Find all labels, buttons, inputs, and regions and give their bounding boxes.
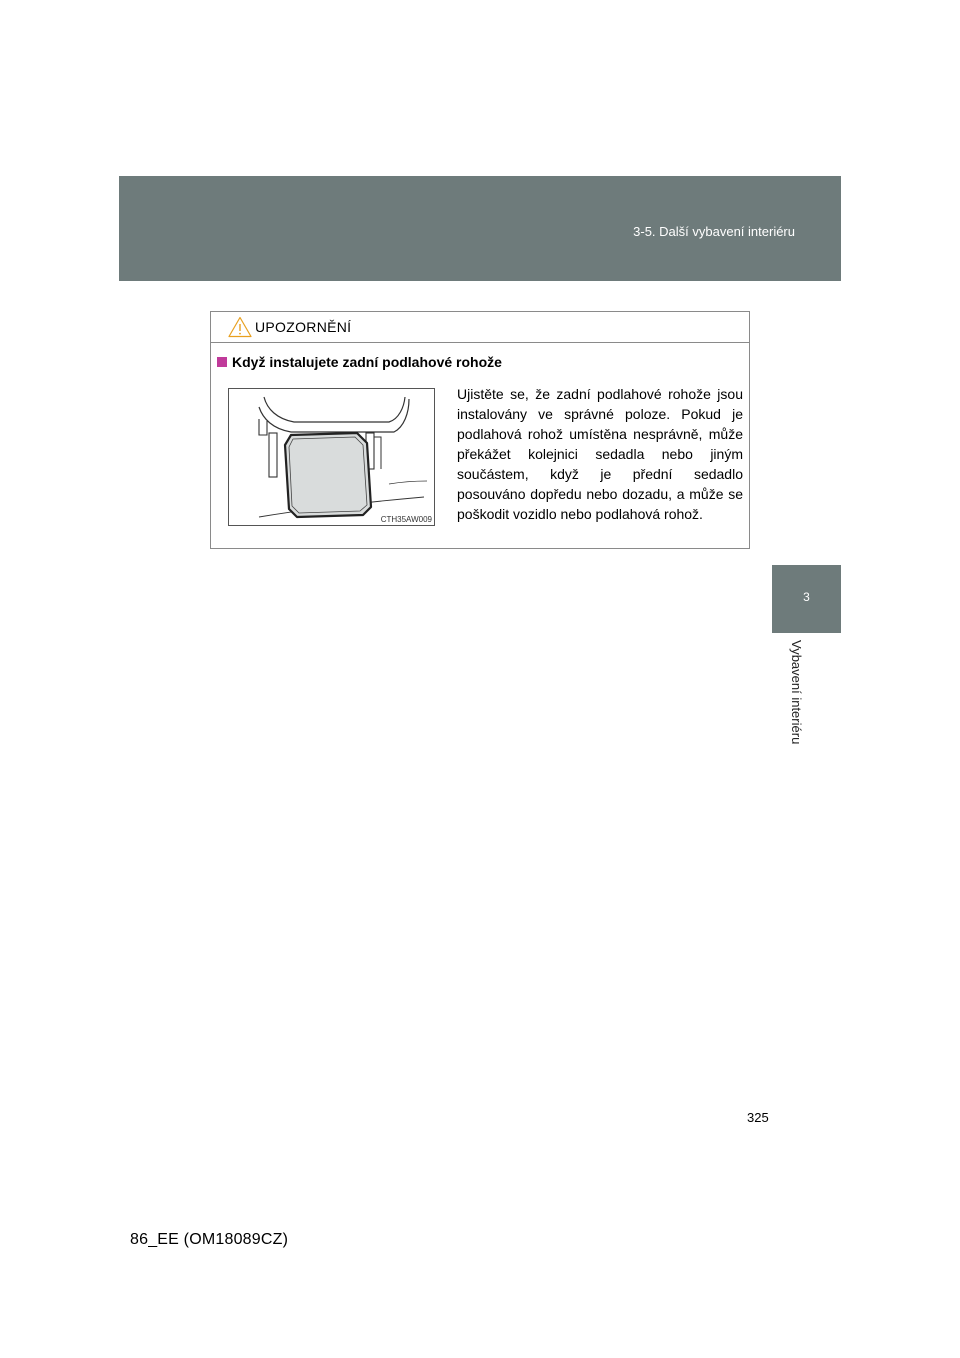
chapter-label: Vybavení interiéru — [789, 640, 804, 745]
image-code: CTH35AW009 — [380, 515, 432, 524]
warning-box — [210, 311, 750, 549]
page-number: 325 — [747, 1110, 769, 1125]
warning-body-text: Ujistěte se, že zadní podlahové rohože jsou instalovány ve správné poloze. Pokud je podlahová rohož umístěna nesprávně, může překážet kolejnici sedadla nebo jiným součástem, když je přední sedadlo posouváno dopředu nebo dozadu, a může se poškodit vozidlo nebo podlahová rohož. — [457, 386, 743, 522]
floor-mat-illustration — [228, 388, 435, 526]
section-title: 3-5. Další vybavení interiéru — [633, 224, 795, 239]
header-band — [119, 176, 841, 281]
bullet-square-icon — [217, 357, 227, 367]
warning-triangle-icon — [228, 316, 252, 338]
subheading-text: Když instalujete zadní podlahové rohože — [232, 354, 502, 370]
floor-mat-drawing — [229, 389, 434, 525]
chapter-tab — [772, 565, 841, 633]
warning-title: UPOZORNĚNÍ — [255, 319, 352, 335]
document-code: 86_EE (OM18089CZ) — [130, 1231, 289, 1248]
warning-header — [211, 312, 749, 343]
warning-subheading — [217, 354, 502, 370]
chapter-number: 3 — [803, 590, 810, 604]
